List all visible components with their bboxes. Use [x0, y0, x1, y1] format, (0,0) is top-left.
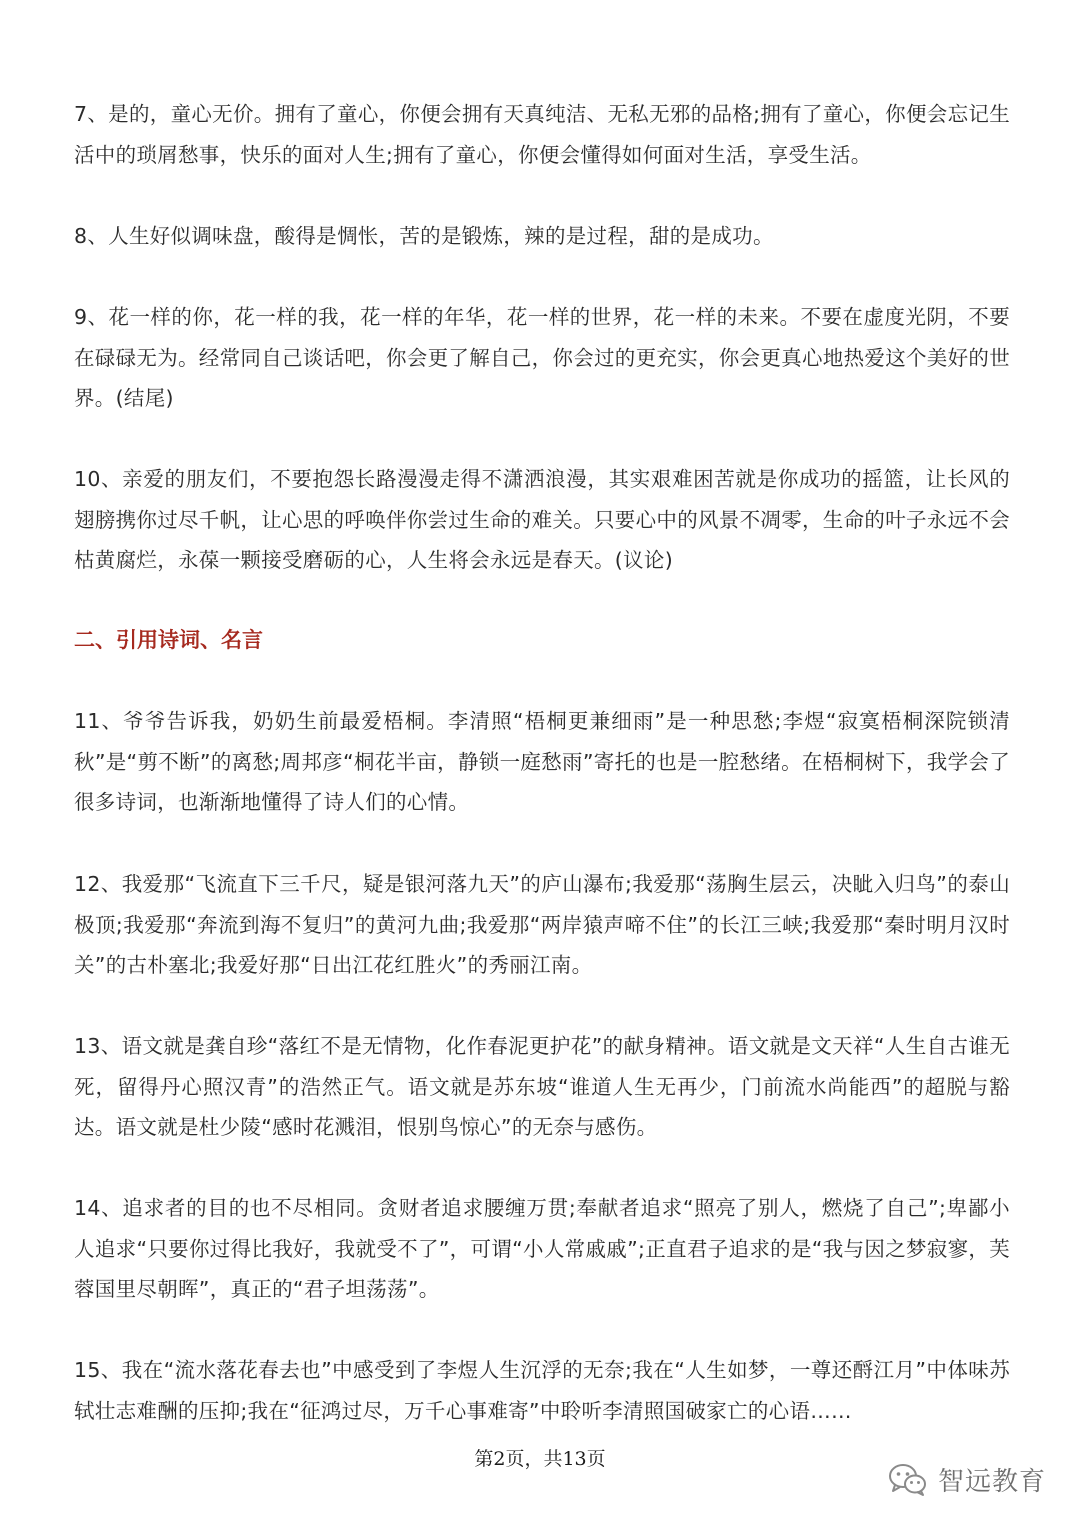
paragraph-13: 13、语文就是龚自珍“落红不是无情物，化作春泥更护花”的献身精神。语文就是文天祥“人生自古谁无死，留得丹心照汉青”的浩然正气。语文就是苏东坡“谁道人生无再少，门前流水尚能西”的超脱与豁达。语文就是杜少陵“感时花溅泪，恨别鸟惊心”的无奈与感伤。 — [74, 1034, 1010, 1139]
paragraph-11: 11、爷爷告诉我，奶奶生前最爱梧桐。李清照“梧桐更兼细雨”是一种思愁;李煜“寂寞梧桐深院锁清秋”是“剪不断”的离愁;周邦彦“桐花半亩，静锁一庭愁雨”寄托的也是一腔愁绪。在梧桐树下，我学会了很多诗词，也渐渐地懂得了诗人们的心情。 — [74, 709, 1010, 814]
paragraph-10: 10、亲爱的朋友们，不要抱怨长路漫漫走得不潇洒浪漫，其实艰难困苦就是你成功的摇篮，让长风的翅膀携你过尽千帆，让心思的呼唤伴你尝过生命的难关。只要心中的风景不凋零，生命的叶子永远不会枯黄腐烂，永葆一颗接受磨砺的心，人生将会永远是春天。(议论) — [74, 467, 1010, 572]
paragraph-8: 8、人生好似调味盘，酸得是惆怅，苦的是锻炼，辣的是过程，甜的是成功。 — [74, 224, 774, 248]
paragraph-9: 9、花一样的你，花一样的我，花一样的年华，花一样的世界，花一样的未来。不要在虚度光阴，不要在碌碌无为。经常同自己谈话吧，你会更了解自己，你会过的更充实，你会更真心地热爱这个美好的世界。(结尾) — [74, 305, 1010, 410]
paragraph-12: 12、我爱那“飞流直下三千尺，疑是银河落九天”的庐山瀑布;我爱那“荡胸生层云，决眦入归鸟”的泰山极顶;我爱那“奔流到海不复归”的黄河九曲;我爱那“两岸猿声啼不住”的长江三峡;我爱那“秦时明月汉时关”的古朴塞北;我爱好那“日出江花红胜火”的秀丽江南。 — [74, 872, 1010, 977]
watermark-text: 智远教育 — [937, 1467, 1046, 1497]
paragraph-15: 15、我在“流水落花春去也”中感受到了李煜人生沉浮的无奈;我在“人生如梦，一尊还酹江月”中体味苏轼壮志难酬的压抑;我在“征鸿过尽，万千心事难寄”中聆听李清照国破家亡的心语…… — [74, 1358, 1010, 1423]
paragraph-7: 7、是的，童心无价。拥有了童心，你便会拥有天真纯洁、无私无邪的品格;拥有了童心，你便会忘记生活中的琐屑愁事，快乐的面对人生;拥有了童心，你便会懂得如何面对生活，享受生活。 — [74, 102, 1010, 167]
wechat-icon — [888, 1463, 928, 1497]
paragraph-14: 14、追求者的目的也不尽相同。贪财者追求腰缠万贯;奉献者追求“照亮了别人，燃烧了自己”;卑鄙小人追求“只要你过得比我好，我就受不了”，可谓“小人常戚戚”;正直君子追求的是“我与因之梦寂寥，芙蓉国里尽朝晖”，真正的“君子坦荡荡”。 — [74, 1196, 1010, 1301]
page-indicator: 第2页，共13页 — [474, 1448, 606, 1470]
watermark — [888, 1461, 1046, 1498]
section-heading: 二、引用诗词、名言 — [74, 628, 263, 652]
